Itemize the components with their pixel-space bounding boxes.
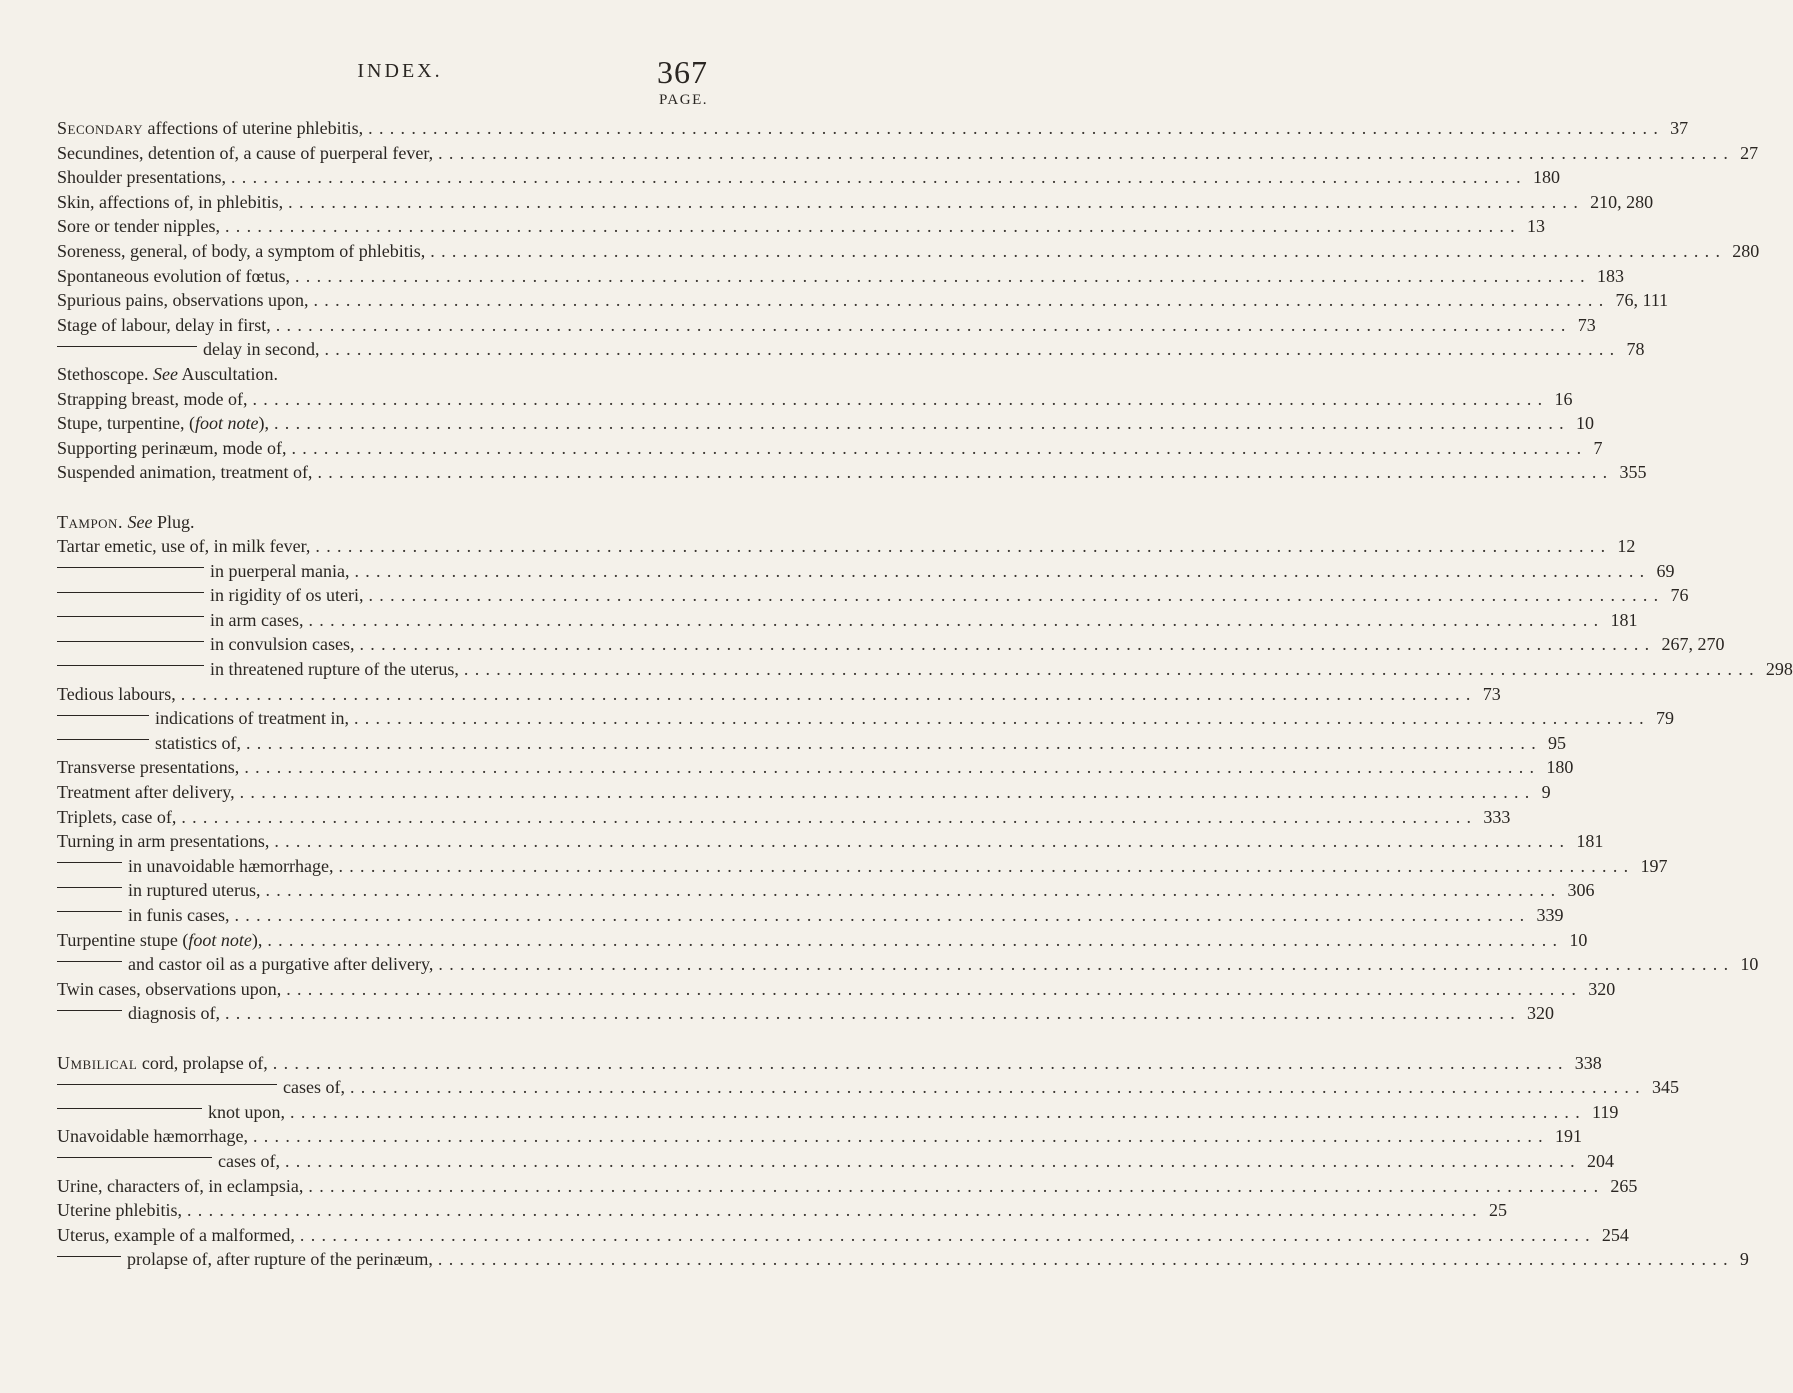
entry-term: Spurious pains, observations upon, bbox=[57, 290, 309, 311]
page-reference: 320 bbox=[1527, 1003, 1554, 1024]
entry-term: Soreness, general, of body, a symptom of phlebitis, bbox=[57, 240, 426, 261]
dot-leader: ........................................................................................................................ bbox=[275, 314, 1572, 335]
index-entry bbox=[57, 878, 1595, 903]
page-reference: 37 bbox=[1670, 118, 1689, 138]
page-reference: 16 bbox=[1554, 388, 1573, 409]
index-entry bbox=[57, 460, 1647, 485]
index-entry bbox=[57, 682, 1501, 707]
page-reference: 13 bbox=[1526, 216, 1545, 237]
entry-term: Secundines, detention of, a cause of puerperal fever, bbox=[57, 142, 434, 163]
entry-term: Supporting perinæum, mode of, bbox=[57, 437, 287, 458]
index-entry bbox=[57, 1247, 1749, 1272]
dot-leader: ........................................................................................................................ bbox=[286, 978, 1583, 999]
dot-leader: ........................................................................................................................ bbox=[224, 216, 1521, 237]
page-reference: 180 bbox=[1532, 167, 1560, 188]
page-reference: 333 bbox=[1483, 806, 1511, 827]
entry-term: delay in second, bbox=[57, 337, 319, 362]
index-entry bbox=[57, 116, 1689, 141]
page-reference: 181 bbox=[1576, 831, 1604, 852]
dot-leader: ........................................................................................................................ bbox=[244, 757, 1541, 778]
dot-leader: ........................................................................................................................ bbox=[294, 265, 1591, 286]
dot-leader: ........................................................................................................................ bbox=[368, 585, 1665, 606]
page-reference: 306 bbox=[1567, 880, 1595, 901]
entry-term: diagnosis of, bbox=[57, 1001, 220, 1026]
entry-term: in convulsion cases, bbox=[57, 632, 354, 657]
dot-leader: ........................................................................................................................ bbox=[315, 536, 1612, 557]
ditto-rule bbox=[57, 1108, 202, 1109]
page-reference: 9 bbox=[1739, 1249, 1749, 1270]
page-reference: 191 bbox=[1554, 1126, 1582, 1147]
page-reference: 10 bbox=[1740, 954, 1759, 975]
entry-italic: foot note bbox=[194, 413, 259, 434]
entry-term: Stupe, turpentine, (foot note), bbox=[57, 413, 269, 434]
ditto-rule bbox=[57, 665, 204, 666]
ditto-rule bbox=[57, 346, 197, 347]
index-entry bbox=[57, 411, 1594, 436]
index-entry bbox=[57, 977, 1616, 1002]
page-reference: 345 bbox=[1651, 1077, 1679, 1098]
dot-leader: ........................................................................................................................ bbox=[291, 437, 1588, 458]
page-number: 367 bbox=[657, 54, 708, 90]
index-entry bbox=[57, 436, 1603, 461]
dot-leader: ........................................................................................................................ bbox=[354, 560, 1651, 581]
dot-leader: ........................................................................................................................ bbox=[359, 634, 1656, 655]
dot-leader: ........................................................................................................................ bbox=[438, 142, 1735, 163]
page-reference: 320 bbox=[1588, 978, 1616, 999]
dot-leader: ........................................................................................................................ bbox=[239, 782, 1536, 803]
dot-leader: ........................................................................................................................ bbox=[353, 708, 1650, 729]
index-entry bbox=[57, 1100, 1619, 1125]
dot-leader: ........................................................................................................................ bbox=[180, 683, 1477, 704]
dot-leader: ........................................................................................................................ bbox=[273, 413, 1570, 434]
entry-term: cases of, bbox=[57, 1149, 280, 1174]
page-reference: 7 bbox=[1593, 437, 1603, 458]
dot-leader: ........................................................................................................................ bbox=[225, 1003, 1521, 1024]
index-entry bbox=[57, 805, 1511, 830]
ditto-rule bbox=[57, 592, 204, 593]
entry-term: indications of treatment in, bbox=[57, 706, 349, 731]
entry-term: Uterus, example of a malformed, bbox=[57, 1224, 295, 1245]
page-reference: 180 bbox=[1546, 757, 1574, 778]
dot-leader: ........................................................................................................................ bbox=[186, 1200, 1483, 1221]
entry-term: statistics of, bbox=[57, 731, 241, 756]
dot-leader: ........................................................................................................................ bbox=[437, 1249, 1734, 1270]
entry-term: and castor oil as a purgative after delivery, bbox=[57, 952, 433, 977]
page-reference: 197 bbox=[1640, 855, 1668, 876]
index-entry bbox=[57, 190, 1654, 215]
dot-leader: ........................................................................................................................ bbox=[324, 339, 1621, 360]
dot-leader: ........................................................................................................................ bbox=[308, 1175, 1605, 1196]
entry-italic: foot note bbox=[188, 929, 252, 950]
dot-leader: ........................................................................................................................ bbox=[317, 462, 1614, 483]
entry-term: Secondary affections of uterine phlebitis, bbox=[57, 118, 364, 138]
page-reference: 119 bbox=[1592, 1101, 1619, 1122]
entry-italic: See bbox=[153, 363, 178, 384]
dot-leader: ........................................................................................................................ bbox=[230, 167, 1527, 188]
page-reference: 69 bbox=[1656, 560, 1675, 581]
index-entry bbox=[57, 731, 1566, 756]
entry-term: Tartar emetic, use of, in milk fever, bbox=[57, 536, 311, 557]
index-entry bbox=[57, 608, 1638, 633]
index-entry bbox=[57, 362, 709, 387]
entry-term: Shoulder presentations, bbox=[57, 167, 226, 188]
page-reference: 267, 270 bbox=[1661, 634, 1725, 655]
page-reference: 339 bbox=[1536, 905, 1564, 925]
ditto-rule bbox=[57, 567, 204, 568]
page-reference: 10 bbox=[1575, 413, 1594, 434]
entry-lead-word: Secondary bbox=[57, 118, 144, 138]
dot-leader: ........................................................................................................................ bbox=[368, 118, 1665, 138]
ditto-rule bbox=[57, 911, 122, 912]
index-entry bbox=[57, 928, 1588, 953]
entry-term: in ruptured uterus, bbox=[57, 878, 260, 903]
entry-term: Turpentine stupe (foot note), bbox=[57, 929, 263, 950]
entry-term: Turning in arm presentations, bbox=[57, 831, 270, 852]
dot-leader: ........................................................................................................................ bbox=[288, 191, 1585, 212]
page-reference: 265 bbox=[1610, 1175, 1638, 1196]
index-entry bbox=[57, 829, 1604, 854]
entry-term: Treatment after delivery, bbox=[57, 782, 235, 803]
dot-leader: ........................................................................................................................ bbox=[349, 1077, 1646, 1098]
page-reference: 280 bbox=[1732, 240, 1760, 261]
entry-term: Suspended animation, treatment of, bbox=[57, 462, 313, 483]
page-reference: 181 bbox=[1610, 609, 1638, 630]
index-entry bbox=[57, 239, 1760, 264]
index-entry bbox=[57, 1149, 1614, 1174]
entry-term: in threatened rupture of the uterus, bbox=[57, 657, 459, 682]
index-entry bbox=[57, 780, 1551, 805]
entry-italic: See bbox=[127, 511, 153, 532]
page-reference: 73 bbox=[1577, 314, 1596, 335]
page-reference: 76, 111 bbox=[1615, 290, 1669, 311]
ditto-rule bbox=[57, 739, 149, 740]
entry-term: Unavoidable hæmorrhage, bbox=[57, 1126, 248, 1147]
page-column-label: PAGE. bbox=[658, 92, 708, 108]
entry-term: Sore or tender nipples, bbox=[57, 216, 220, 237]
index-entry bbox=[57, 313, 1596, 338]
page-reference: 12 bbox=[1617, 536, 1636, 557]
page-reference: 355 bbox=[1619, 462, 1647, 483]
entry-term: Twin cases, observations upon, bbox=[57, 978, 282, 999]
entry-term: in rigidity of os uteri, bbox=[57, 583, 363, 608]
entry-term: in arm cases, bbox=[57, 608, 303, 633]
dot-leader: ........................................................................................................................ bbox=[308, 609, 1605, 630]
dot-leader: ........................................................................................................................ bbox=[438, 954, 1735, 975]
page-reference: 9 bbox=[1541, 782, 1551, 803]
dot-leader: ........................................................................................................................ bbox=[272, 1052, 1569, 1073]
page-reference: 73 bbox=[1482, 683, 1501, 704]
entry-term: in puerperal mania, bbox=[57, 559, 349, 584]
page-reference: 27 bbox=[1740, 142, 1759, 163]
page-reference: 183 bbox=[1596, 265, 1624, 286]
entry-term: prolapse of, after rupture of the perinæum, bbox=[57, 1247, 433, 1272]
index-entry bbox=[57, 1198, 1507, 1223]
index-entry bbox=[57, 903, 1564, 928]
dot-leader: ........................................................................................................................ bbox=[265, 880, 1562, 901]
dot-leader: ........................................................................................................................ bbox=[284, 1150, 1581, 1171]
page-reference: 298 bbox=[1765, 659, 1793, 680]
entry-term: in funis cases, bbox=[57, 903, 229, 928]
entry-term: Urine, characters of, in eclampsia, bbox=[57, 1175, 304, 1196]
index-entry bbox=[57, 632, 1725, 657]
index-entry bbox=[57, 1075, 1679, 1100]
entry-lead-word: Umbilical bbox=[57, 1052, 138, 1073]
dot-leader: ........................................................................................................................ bbox=[274, 831, 1571, 852]
index-entries bbox=[57, 116, 1793, 1272]
index-entry bbox=[57, 510, 709, 535]
index-entry bbox=[57, 387, 1573, 412]
index-entry bbox=[57, 1051, 1602, 1076]
dot-leader: ........................................................................................................................ bbox=[252, 388, 1549, 409]
index-entry bbox=[57, 706, 1674, 731]
dot-leader: ........................................................................................................................ bbox=[430, 240, 1727, 261]
dot-leader: ........................................................................................................................ bbox=[267, 929, 1564, 950]
index-entry bbox=[57, 165, 1560, 190]
entry-term: Stage of labour, delay in first, bbox=[57, 314, 271, 335]
ditto-rule bbox=[57, 887, 122, 888]
index-entry bbox=[57, 854, 1668, 879]
page-reference: 254 bbox=[1601, 1224, 1629, 1245]
entry-term: knot upon, bbox=[57, 1100, 285, 1125]
ditto-rule bbox=[57, 715, 149, 716]
ditto-rule bbox=[57, 616, 204, 617]
index-entry bbox=[57, 264, 1624, 289]
dot-leader: ........................................................................................................................ bbox=[299, 1224, 1596, 1245]
index-entry bbox=[57, 337, 1645, 362]
page-reference: 210, 280 bbox=[1590, 191, 1654, 212]
ditto-rule bbox=[57, 1084, 277, 1085]
page-reference: 95 bbox=[1548, 732, 1566, 753]
dot-leader: ........................................................................................................................ bbox=[338, 855, 1635, 876]
page-reference: 78 bbox=[1626, 339, 1645, 360]
dot-leader: ........................................................................................................................ bbox=[290, 1101, 1587, 1122]
index-entry bbox=[57, 583, 1689, 608]
index-entry bbox=[57, 755, 1574, 780]
dot-leader: ........................................................................................................................ bbox=[246, 732, 1542, 753]
ditto-rule bbox=[57, 1010, 122, 1011]
dot-leader: ........................................................................................................................ bbox=[463, 659, 1760, 680]
page-reference: 79 bbox=[1655, 708, 1674, 729]
ditto-rule bbox=[57, 1157, 212, 1158]
entry-term: Strapping breast, mode of, bbox=[57, 388, 248, 409]
index-entry bbox=[57, 288, 1669, 313]
page-reference: 10 bbox=[1569, 929, 1588, 950]
entry-term: Skin, affections of, in phlebitis, bbox=[57, 191, 284, 212]
index-entry bbox=[57, 141, 1759, 166]
dot-leader: ........................................................................................................................ bbox=[181, 806, 1478, 827]
index-entry bbox=[57, 1001, 1554, 1026]
dot-leader: ........................................................................................................................ bbox=[234, 905, 1531, 925]
index-entry bbox=[57, 1124, 1582, 1149]
entry-term: Spontaneous evolution of fœtus, bbox=[57, 265, 290, 286]
page-reference: 76 bbox=[1670, 585, 1689, 606]
running-title: INDEX. bbox=[357, 60, 443, 82]
index-entry bbox=[57, 952, 1759, 977]
entry-term: Uterine phlebitis, bbox=[57, 1200, 182, 1221]
page-reference: 25 bbox=[1488, 1200, 1507, 1221]
page-reference: 204 bbox=[1586, 1150, 1614, 1171]
entry-term: Stethoscope. See Auscultation. bbox=[57, 363, 278, 384]
entry-term: Triplets, case of, bbox=[57, 806, 177, 827]
ditto-rule bbox=[57, 1256, 121, 1257]
dot-leader: ........................................................................................................................ bbox=[252, 1126, 1549, 1147]
dot-leader: ........................................................................................................................ bbox=[313, 290, 1610, 311]
entry-term: Tedious labours, bbox=[57, 683, 176, 704]
entry-term: in unavoidable hæmorrhage, bbox=[57, 854, 333, 879]
ditto-rule bbox=[57, 961, 122, 962]
entry-lead-word: Tampon. bbox=[57, 511, 123, 532]
index-entry bbox=[57, 214, 1545, 239]
entry-term: Transverse presentations, bbox=[57, 757, 240, 778]
index-entry bbox=[57, 1174, 1638, 1199]
index-entry bbox=[57, 559, 1675, 584]
ditto-rule bbox=[57, 641, 204, 642]
entry-term: cases of, bbox=[57, 1075, 345, 1100]
index-entry bbox=[57, 657, 1793, 682]
page-reference: 338 bbox=[1574, 1052, 1602, 1073]
index-entry bbox=[57, 1223, 1629, 1248]
entry-term: Tampon. See Plug. bbox=[57, 511, 195, 532]
ditto-rule bbox=[57, 862, 122, 863]
entry-term: Umbilical cord, prolapse of, bbox=[57, 1052, 268, 1073]
index-entry bbox=[57, 534, 1636, 559]
